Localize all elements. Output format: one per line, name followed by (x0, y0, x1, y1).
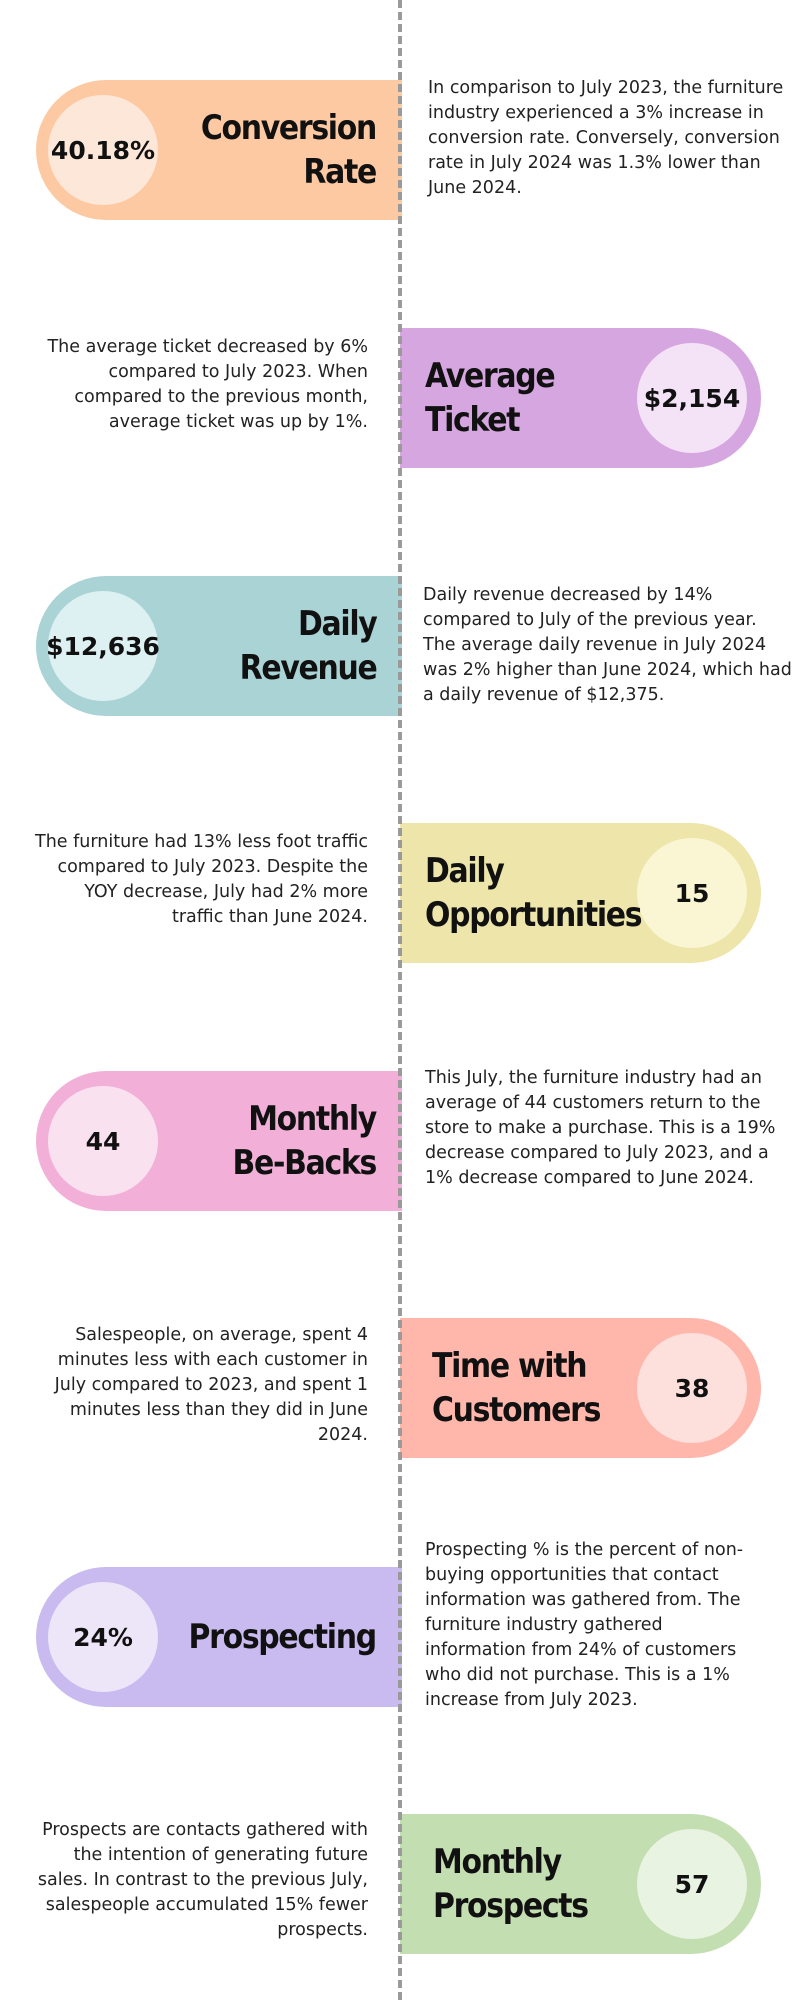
daily-opportunities-value: 15 (637, 838, 747, 948)
prospecting-description: Prospecting % is the percent of non-buying opportunities that contact information was gathered from. The furniture industry gathered information from 24% of customers who did not purchase. This is a 1% increase from July 2023. (425, 1540, 744, 1710)
metric-card-monthly-prospects (400, 1814, 761, 1954)
metric-card-average-ticket (400, 328, 761, 468)
conversion-rate-description: In comparison to July 2023, the furniture industry experienced a 3% increase in conversion rate. Conversely, conversion rate in July 2024 was 1.3% lower than June 2024. (428, 78, 784, 198)
time-with-customers-value: 38 (637, 1333, 747, 1443)
conversion-rate-title: Conversion Rate (200, 108, 376, 192)
timeline-dashed-line (398, 0, 402, 2000)
daily-revenue-value: $12,636 (48, 591, 158, 701)
daily-opportunities-description: The furniture had 13% less foot traffic compared to July 2023. Despite the YOY decrease, July had 2% more traffic than June 2024. (35, 832, 368, 927)
time-with-customers-description: Salespeople, on average, spent 4 minutes less with each customer in July compared to 2023, and spent 1 minutes less than they did in June 2024. (54, 1325, 368, 1445)
average-ticket-title: Average Ticket (425, 356, 555, 440)
daily-opportunities-title: Daily Opportunities (425, 851, 642, 935)
metric-card-daily-opportunities (400, 823, 761, 963)
metric-card-monthly-be-backs (36, 1071, 402, 1211)
monthly-prospects-title: Monthly Prospects (433, 1842, 588, 1926)
prospecting-title: Prospecting (188, 1617, 376, 1657)
metric-card-prospecting (36, 1567, 402, 1707)
metric-card-time-with-customers (400, 1318, 761, 1458)
monthly-prospects-description: Prospects are contacts gathered with the intention of generating future sales. In contrast to the previous July, salespeople accumulated 15% fewer prospects. (37, 1820, 368, 1940)
monthly-be-backs-value: 44 (48, 1086, 158, 1196)
prospecting-value: 24% (48, 1582, 158, 1692)
monthly-prospects-value: 57 (637, 1829, 747, 1939)
average-ticket-value: $2,154 (637, 343, 747, 453)
metric-card-daily-revenue (36, 576, 402, 716)
average-ticket-description: The average ticket decreased by 6% compared to July 2023. When compared to the previous month, average ticket was up by 1%. (47, 337, 368, 432)
metric-card-conversion-rate (36, 80, 402, 220)
monthly-be-backs-description: This July, the furniture industry had an average of 44 customers return to the store to make a purchase. This is a 19% decrease compared to July 2023, and a 1% decrease compared to June 2024. (425, 1068, 776, 1188)
daily-revenue-description: Daily revenue decreased by 14% compared to July of the previous year. The average daily revenue in July 2024 was 2% higher than June 2024, which had a daily revenue of $12,375. (423, 585, 792, 705)
time-with-customers-title: Time with Customers (432, 1346, 601, 1430)
daily-revenue-title: Daily Revenue (239, 604, 376, 688)
conversion-rate-value: 40.18% (48, 95, 158, 205)
monthly-be-backs-title: Monthly Be-Backs (232, 1099, 376, 1183)
